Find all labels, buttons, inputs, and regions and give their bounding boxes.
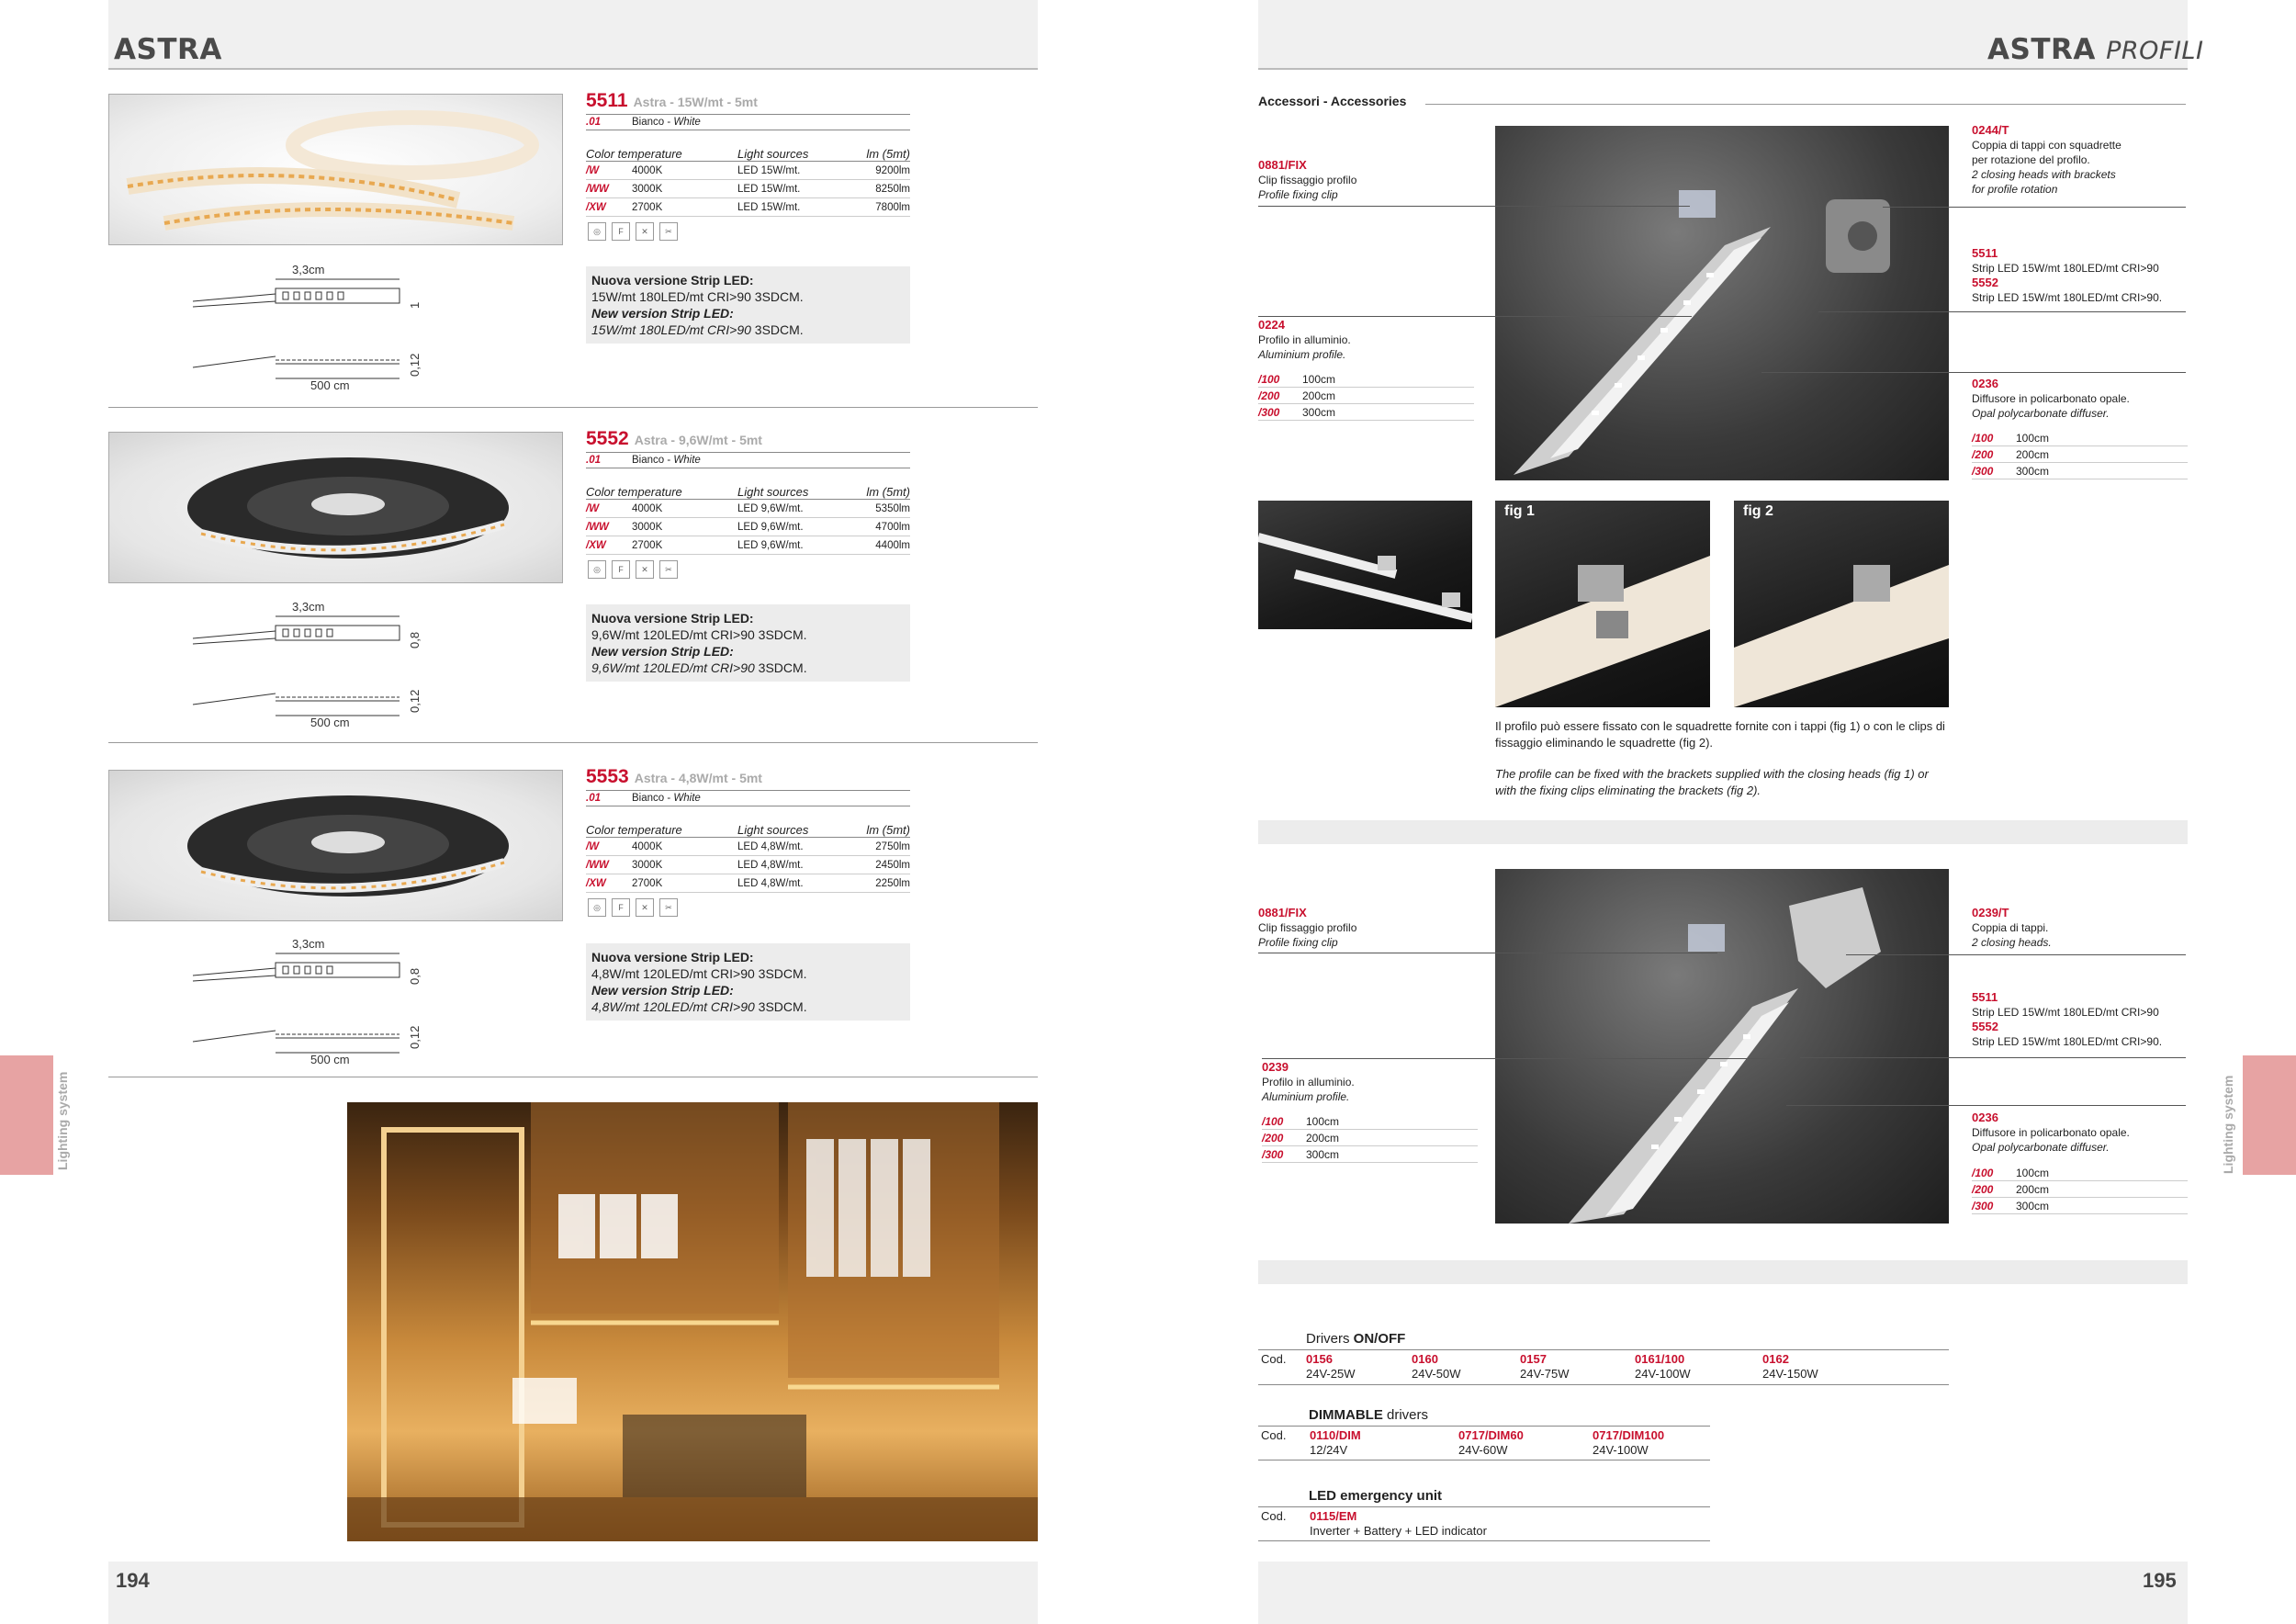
table-row: /XW 2700K LED 15W/mt. 7800lm (586, 198, 910, 217)
separator-bar (1258, 820, 2188, 844)
dimmable-icon: ◎ (588, 560, 606, 579)
weee-bin-icon: ✕ (636, 898, 654, 917)
dim-length: 500 cm (310, 378, 350, 392)
dimmable-drivers-title: DIMMABLE drivers (1309, 1407, 1429, 1423)
dimmable-icon: ◎ (588, 898, 606, 917)
spec-table-5553: .01 Bianco - White Color temperature Light sources lm (5mt) /W 4000K LED 4,8W/mt. 2750lm /WW 3000K LED 4,8W/mt. 2450lm /XW 2700K LED 4,8W/mt. 2250lm (586, 790, 910, 893)
cut-length-icon: ✂ (659, 560, 678, 579)
spec-table-5552: .01 Bianco - White Color temperature Light sources lm (5mt) /W 4000K LED 9,6W/mt. 5350lm /WW 3000K LED 9,6W/mt. 4700lm /XW 2700K LED 9,6W/mt. 4400lm (586, 452, 910, 555)
side-tab (2243, 1055, 2296, 1175)
leader-line (1761, 372, 2186, 373)
dim-thickness: 0,12 (408, 689, 422, 713)
divider (108, 742, 1038, 743)
dim-length: 500 cm (310, 1053, 350, 1066)
strip-dimension-drawing (184, 276, 422, 386)
onoff-drivers-title: Drivers ON/OFF (1306, 1331, 1406, 1347)
side-tab (0, 1055, 53, 1175)
driver-item: 0115/EM Inverter + Battery + LED indicator (1310, 1509, 1487, 1538)
table-row: /WW 3000K LED 15W/mt. 8250lm (586, 180, 910, 198)
driver-item: 0110/DIM 12/24V (1310, 1428, 1361, 1457)
rule (1258, 1349, 1949, 1350)
leader-line (1846, 954, 2186, 955)
cert-icons (588, 560, 678, 579)
emergency-title: LED emergency unit (1309, 1488, 1443, 1504)
dim-height: 0,8 (408, 967, 422, 985)
leader-line (1800, 1057, 2186, 1058)
note-5511: Nuova versione Strip LED: 15W/mt 180LED/mt CRI>90 3SDCM. New version Strip LED: 15W/mt 180LED/mt CRI>90 3SDCM. (586, 266, 910, 344)
table-row: /WW 3000K LED 4,8W/mt. 2450lm (586, 856, 910, 874)
strip-dimension-drawing (184, 613, 422, 723)
note-5553: Nuova versione Strip LED: 4,8W/mt 120LED/mt CRI>90 3SDCM. New version Strip LED: 4,8W/mt 120LED/mt CRI>90 3SDCM. (586, 943, 910, 1021)
caps-label-1: 0244/T Coppia di tappi con squadrette per rotazione del profilo. 2 closing heads with brackets for profile rotation (1972, 123, 2122, 196)
product-code: 5553 (586, 766, 629, 787)
table-row: /W 4000K LED 4,8W/mt. 2750lm (586, 838, 910, 856)
profile-label-2: 0239 Profilo in alluminio. Aluminium profile. (1262, 1060, 1355, 1103)
cut-length-icon: ✂ (659, 222, 678, 241)
product-subtitle: Astra - 15W/mt - 5mt (633, 95, 758, 109)
side-label: Lighting system (55, 1071, 70, 1170)
fixing-paragraph-it: Il profilo può essere fissato con le squadrette fornite con i tappi (fig 1) o con le clips di fissaggio eliminando le squadrette (fig 2). (1495, 719, 1945, 750)
reel-photo-5552 (108, 432, 563, 583)
cod-label: Cod. (1261, 1428, 1287, 1442)
dim-width: 3,3cm (292, 600, 325, 614)
rule (1258, 1506, 1710, 1507)
dimmable-icon: ◎ (588, 222, 606, 241)
dim-length: 500 cm (310, 716, 350, 729)
clips-photo (1258, 501, 1472, 629)
fig2-label: fig 2 (1743, 503, 1773, 519)
product-subtitle: Astra - 9,6W/mt - 5mt (634, 433, 762, 447)
rule (1258, 1384, 1949, 1385)
driver-item: 0156 24V-25W (1306, 1352, 1356, 1381)
fixing-paragraph-en: The profile can be fixed with the brackets supplied with the closing heads (fig 1) or with the fixing clips eliminating the brackets (fig 2). (1495, 767, 1929, 797)
leader-line (1258, 206, 1690, 207)
dim-thickness: 0,12 (408, 1025, 422, 1049)
dim-height: 0,8 (408, 631, 422, 648)
cert-icons (588, 898, 678, 917)
leader-line (1818, 311, 2186, 312)
clip-label-1: 0881/FIX Clip fissaggio profilo Profile fixing clip (1258, 158, 1357, 201)
driver-item: 0161/100 24V-100W (1635, 1352, 1691, 1381)
strip-label-2: 5511 Strip LED 15W/mt 180LED/mt CRI>90 5552 Strip LED 15W/mt 180LED/mt CRI>90. (1972, 990, 2163, 1048)
reel-photo-5553 (108, 770, 563, 921)
product-code: 5552 (586, 428, 629, 449)
table-row: /WW 3000K LED 9,6W/mt. 4700lm (586, 518, 910, 536)
leader-line (1786, 1105, 2186, 1106)
length-table-0224: /100 100cm /200 200cm /300 300cm (1258, 371, 1474, 421)
side-label: Lighting system (2221, 1075, 2235, 1174)
leader-line (1262, 1058, 1785, 1059)
right-brand: ASTRA PROFILI (1987, 33, 2204, 66)
driver-item: 0157 24V-75W (1520, 1352, 1570, 1381)
dim-height: 1 (408, 301, 422, 309)
table-row: /XW 2700K LED 9,6W/mt. 4400lm (586, 536, 910, 555)
product-title-5553 (586, 766, 910, 791)
leader-line (1258, 316, 1692, 317)
f-mark-icon: F (612, 222, 630, 241)
strip-dimension-drawing (184, 950, 422, 1060)
product-subtitle: Astra - 4,8W/mt - 5mt (634, 771, 762, 785)
table-row: /W 4000K LED 9,6W/mt. 5350lm (586, 500, 910, 518)
wardrobe-photo (347, 1102, 1038, 1541)
caps-label-2: 0239/T Coppia di tappi. 2 closing heads. (1972, 906, 2052, 949)
strip-photo-5511 (108, 94, 563, 245)
table-row: /W 4000K LED 15W/mt. 9200lm (586, 162, 910, 180)
weee-bin-icon: ✕ (636, 222, 654, 241)
product-title-5552 (586, 428, 910, 453)
leader-line (1883, 207, 2186, 208)
section-rule (1425, 104, 2186, 105)
driver-item: 0162 24V-150W (1762, 1352, 1818, 1381)
cut-length-icon: ✂ (659, 898, 678, 917)
fig1-label: fig 1 (1504, 503, 1535, 519)
f-mark-icon: F (612, 560, 630, 579)
left-footer-band (108, 1562, 1038, 1624)
strip-label-1: 5511 Strip LED 15W/mt 180LED/mt CRI>90 5552 Strip LED 15W/mt 180LED/mt CRI>90. (1972, 246, 2163, 304)
spec-table-5511: .01 Bianco - White Color temperature Light sources lm (5mt) /W 4000K LED 15W/mt. 9200lm /WW 3000K LED 15W/mt. 8250lm /XW 2700K LED 15W/mt. 7800lm (586, 114, 910, 217)
driver-item: 0717/DIM100 24V-100W (1593, 1428, 1665, 1457)
page-number: 195 (2143, 1569, 2177, 1592)
fig2-photo (1734, 501, 1949, 707)
profile-photo-0239 (1495, 869, 1949, 1224)
left-header-rule (108, 68, 1038, 70)
rule (1258, 1540, 1710, 1541)
page-number: 194 (116, 1569, 150, 1592)
diffuser-label-2: 0236 Diffusore in policarbonato opale. Opal polycarbonate diffuser. (1972, 1111, 2130, 1154)
dim-width: 3,3cm (292, 937, 325, 951)
product-code: 5511 (586, 90, 628, 111)
left-brand: ASTRA (114, 33, 222, 66)
f-mark-icon: F (612, 898, 630, 917)
product-title-5511 (586, 90, 910, 115)
table-row: /XW 2700K LED 4,8W/mt. 2250lm (586, 874, 910, 893)
rule (1258, 1426, 1710, 1427)
right-header-rule (1258, 68, 2188, 70)
section-title: Accessori - Accessories (1258, 94, 1407, 108)
divider (108, 407, 1038, 408)
cod-label: Cod. (1261, 1352, 1287, 1366)
profile-photo-0224 (1495, 126, 1949, 480)
note-5552: Nuova versione Strip LED: 9,6W/mt 120LED/mt CRI>90 3SDCM. New version Strip LED: 9,6W/mt 120LED/mt CRI>90 3SDCM. (586, 604, 910, 682)
clip-label-2: 0881/FIX Clip fissaggio profilo Profile fixing clip (1258, 906, 1357, 949)
right-footer-band (1258, 1562, 2188, 1624)
fig1-photo (1495, 501, 1710, 707)
weee-bin-icon: ✕ (636, 560, 654, 579)
length-table-0236: /100 100cm /200 200cm /300 300cm (1972, 430, 2188, 479)
driver-item: 0160 24V-50W (1412, 1352, 1461, 1381)
separator-bar (1258, 1260, 2188, 1284)
dim-width: 3,3cm (292, 263, 325, 276)
diffuser-label-1: 0236 Diffusore in policarbonato opale. Opal polycarbonate diffuser. (1972, 377, 2130, 420)
length-table-0236-b: /100 100cm /200 200cm /300 300cm (1972, 1165, 2188, 1214)
cert-icons (588, 222, 678, 241)
cod-label: Cod. (1261, 1509, 1287, 1523)
left-header-band (108, 0, 1038, 70)
dim-thickness: 0,12 (408, 353, 422, 377)
driver-item: 0717/DIM60 24V-60W (1458, 1428, 1524, 1457)
length-table-0239: /100 100cm /200 200cm /300 300cm (1262, 1113, 1478, 1163)
profile-label-1: 0224 Profilo in alluminio. Aluminium profile. (1258, 318, 1351, 361)
